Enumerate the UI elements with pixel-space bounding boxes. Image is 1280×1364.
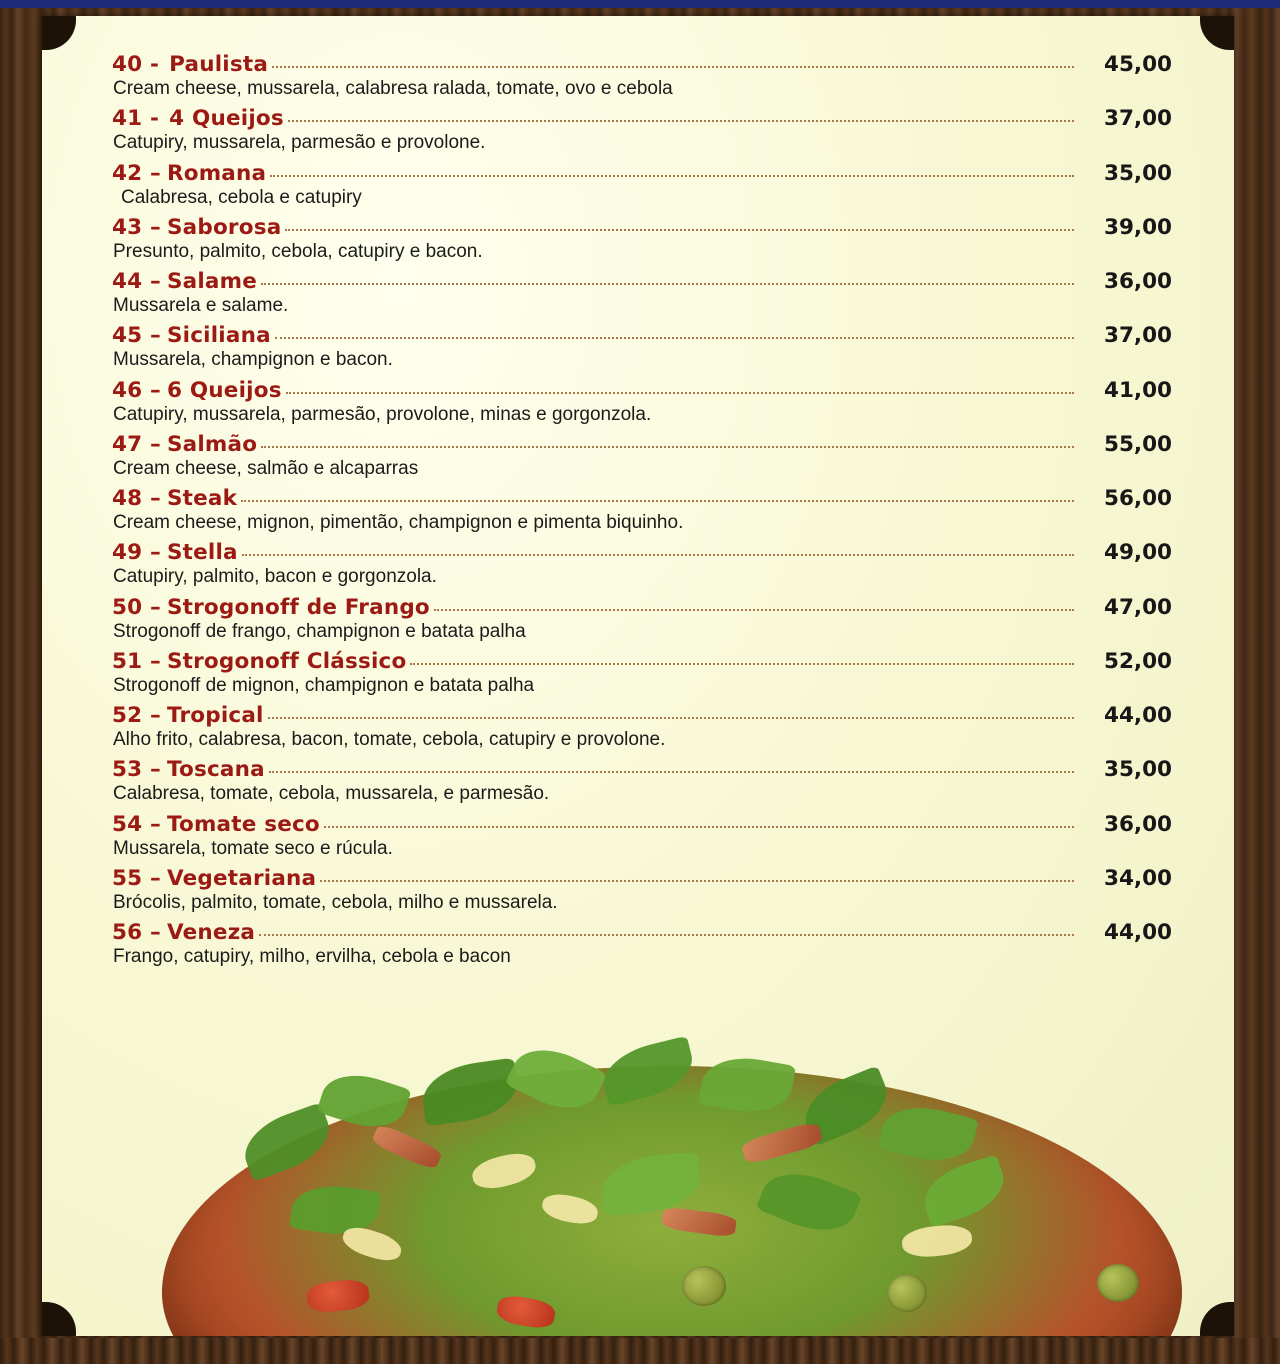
menu-item-header bbox=[112, 812, 1172, 837]
leader-dots bbox=[261, 270, 1074, 285]
menu-item-header bbox=[112, 540, 1172, 565]
menu-item-price: 45,00 bbox=[1103, 52, 1172, 77]
menu-item-price: 44,00 bbox=[1103, 703, 1172, 729]
menu-item-number: 49 – bbox=[112, 540, 161, 566]
menu-item-name: Vegetariana bbox=[166, 865, 317, 891]
corner-notch-top-right bbox=[1200, 16, 1234, 50]
leader-dots bbox=[275, 324, 1074, 339]
menu-item-price: 56,00 bbox=[1103, 486, 1172, 512]
menu-item-price: 55,00 bbox=[1103, 431, 1172, 457]
menu-item bbox=[112, 703, 1172, 750]
menu-item-header bbox=[112, 52, 1172, 77]
leader-dots bbox=[288, 107, 1074, 122]
menu-item-number: 45 – bbox=[112, 323, 161, 349]
menu-item-price: 35,00 bbox=[1103, 160, 1172, 186]
menu-item-price: 47,00 bbox=[1103, 594, 1172, 620]
menu-item-header bbox=[112, 866, 1172, 891]
menu-item-description: Calabresa, tomate, cebola, mussarela, e parmesão. bbox=[113, 783, 550, 805]
menu-item-name: 6 Queijos bbox=[166, 377, 282, 403]
menu-item bbox=[112, 378, 1172, 425]
menu-item-header bbox=[112, 161, 1172, 186]
menu-item-number: 43 – bbox=[112, 214, 161, 240]
menu-item-number: 53 – bbox=[112, 757, 161, 783]
menu-item-name: Steak bbox=[166, 486, 238, 512]
menu-item-price: 35,00 bbox=[1103, 757, 1172, 783]
menu-item-header bbox=[112, 486, 1172, 511]
menu-item-description: Mussarela, champignon e bacon. bbox=[113, 349, 393, 371]
menu-item bbox=[112, 920, 1172, 967]
menu-item-price: 44,00 bbox=[1103, 920, 1172, 946]
menu-item-number: 42 – bbox=[112, 160, 161, 186]
menu-item bbox=[112, 161, 1172, 208]
menu-item-description: Cream cheese, mussarela, calabresa ralada, tomate, ovo e cebola bbox=[113, 78, 673, 99]
olive bbox=[887, 1274, 927, 1312]
menu-item-name: Siciliana bbox=[166, 323, 271, 349]
menu-item bbox=[112, 540, 1172, 587]
menu-item-description: Cream cheese, mignon, pimentão, champignon e pimenta biquinho. bbox=[113, 512, 684, 534]
menu-item-header bbox=[112, 269, 1172, 294]
menu-item-name: Strogonoff Clássico bbox=[166, 648, 407, 674]
menu-item-description: Strogonoff de frango, champignon e batata palha bbox=[113, 620, 526, 642]
menu-item-number: 44 – bbox=[112, 269, 161, 295]
menu-item-number: 54 – bbox=[112, 811, 161, 837]
menu-item-description: Cream cheese, salmão e alcaparras bbox=[113, 457, 419, 479]
menu-item-number: 55 – bbox=[112, 865, 161, 891]
leader-dots bbox=[268, 704, 1074, 719]
menu-item bbox=[112, 52, 1172, 99]
menu-item-number: 51 – bbox=[112, 648, 161, 674]
menu-item-name: Veneza bbox=[166, 920, 256, 946]
leader-dots bbox=[324, 813, 1074, 828]
leader-dots bbox=[261, 433, 1074, 448]
menu-item-name: Tomate seco bbox=[166, 811, 320, 837]
menu-item bbox=[112, 269, 1172, 316]
menu-item bbox=[112, 323, 1172, 370]
menu-item-name: Stella bbox=[166, 540, 238, 566]
menu-item-description: Catupiry, mussarela, parmesão, provolone, minas e gorgonzola. bbox=[113, 403, 652, 425]
menu-item-description: Catupiry, palmito, bacon e gorgonzola. bbox=[113, 566, 437, 588]
leader-dots bbox=[410, 650, 1074, 665]
leader-dots bbox=[285, 216, 1074, 231]
menu-item-price: 52,00 bbox=[1103, 648, 1172, 674]
menu-item-name: Romana bbox=[166, 160, 267, 186]
menu-item-name: Salmão bbox=[166, 431, 258, 457]
menu-item-description: Strogonoff de mignon, champignon e batata palha bbox=[113, 674, 535, 696]
menu-item-description: Brócolis, palmito, tomate, cebola, milho e mussarela. bbox=[113, 891, 558, 913]
menu-item-header bbox=[112, 595, 1172, 620]
menu-item-description: Mussarela, tomate seco e rúcula. bbox=[113, 837, 393, 859]
menu-item-number: 56 – bbox=[112, 920, 161, 946]
menu-item-list bbox=[112, 52, 1172, 975]
menu-item-description: Catupiry, mussarela, parmesão e provolone. bbox=[113, 132, 486, 154]
menu-item-header bbox=[112, 757, 1172, 782]
menu-item-header bbox=[112, 920, 1172, 945]
menu-item-header bbox=[112, 323, 1172, 348]
menu-item-name: Paulista bbox=[169, 52, 269, 77]
menu-item bbox=[112, 757, 1172, 804]
menu-item-price: 36,00 bbox=[1103, 269, 1172, 295]
menu-card bbox=[42, 16, 1234, 1336]
menu-item-header bbox=[112, 378, 1172, 403]
menu-item bbox=[112, 649, 1172, 696]
menu-item-name: 4 Queijos bbox=[169, 106, 284, 132]
olive bbox=[682, 1266, 726, 1306]
menu-item-name: Saborosa bbox=[166, 214, 282, 240]
menu-item-header bbox=[112, 106, 1172, 131]
leader-dots bbox=[286, 379, 1074, 394]
corner-notch-top-left bbox=[42, 16, 76, 50]
leader-dots bbox=[320, 867, 1074, 882]
menu-item bbox=[112, 812, 1172, 859]
menu-item-description: Mussarela e salame. bbox=[113, 295, 289, 317]
menu-item-description: Alho frito, calabresa, bacon, tomate, cebola, catupiry e provolone. bbox=[113, 729, 666, 751]
leader-dots bbox=[269, 758, 1074, 773]
menu-item-number: 41 - bbox=[112, 106, 160, 132]
menu-item-price: 49,00 bbox=[1103, 540, 1172, 566]
menu-item-name: Tropical bbox=[166, 703, 264, 729]
menu-item bbox=[112, 866, 1172, 913]
menu-item bbox=[112, 215, 1172, 262]
menu-item-name: Salame bbox=[166, 269, 258, 295]
menu-item bbox=[112, 432, 1172, 479]
menu-item-description: Presunto, palmito, cebola, catupiry e bacon. bbox=[113, 240, 483, 262]
menu-item-description: Calabresa, cebola e catupiry bbox=[121, 186, 362, 208]
menu-item bbox=[112, 595, 1172, 642]
menu-item-header bbox=[112, 703, 1172, 728]
olive bbox=[1097, 1264, 1139, 1302]
menu-item-price: 37,00 bbox=[1103, 323, 1172, 349]
menu-item-price: 34,00 bbox=[1103, 865, 1172, 891]
menu-item-number: 52 – bbox=[112, 703, 161, 729]
menu-item-name: Strogonoff de Frango bbox=[166, 594, 430, 620]
menu-item-number: 46 – bbox=[112, 377, 161, 403]
top-edge-strip bbox=[0, 0, 1280, 8]
leader-dots bbox=[242, 541, 1074, 556]
menu-item-description: Frango, catupiry, milho, ervilha, cebola e bacon bbox=[113, 946, 511, 968]
menu-item bbox=[112, 106, 1172, 153]
leader-dots bbox=[272, 53, 1074, 68]
menu-item-header bbox=[112, 649, 1172, 674]
menu-item-price: 39,00 bbox=[1103, 214, 1172, 240]
menu-item-number: 48 – bbox=[112, 486, 161, 512]
menu-item-name: Toscana bbox=[166, 757, 265, 783]
menu-item bbox=[112, 486, 1172, 533]
menu-item-header bbox=[112, 215, 1172, 240]
menu-item-number: 50 – bbox=[112, 594, 161, 620]
leader-dots bbox=[270, 162, 1074, 177]
leader-dots bbox=[434, 596, 1074, 611]
menu-item-number: 40 - bbox=[112, 52, 160, 77]
menu-item-price: 36,00 bbox=[1103, 811, 1172, 837]
bottom-edge-strip bbox=[0, 1338, 1280, 1364]
menu-item-number: 47 – bbox=[112, 431, 161, 457]
pizza-photo bbox=[42, 1036, 1234, 1336]
leader-dots bbox=[259, 921, 1074, 936]
leader-dots bbox=[241, 487, 1074, 502]
menu-item-price: 41,00 bbox=[1103, 377, 1172, 403]
menu-item-header bbox=[112, 432, 1172, 457]
menu-item-price: 37,00 bbox=[1103, 106, 1172, 132]
